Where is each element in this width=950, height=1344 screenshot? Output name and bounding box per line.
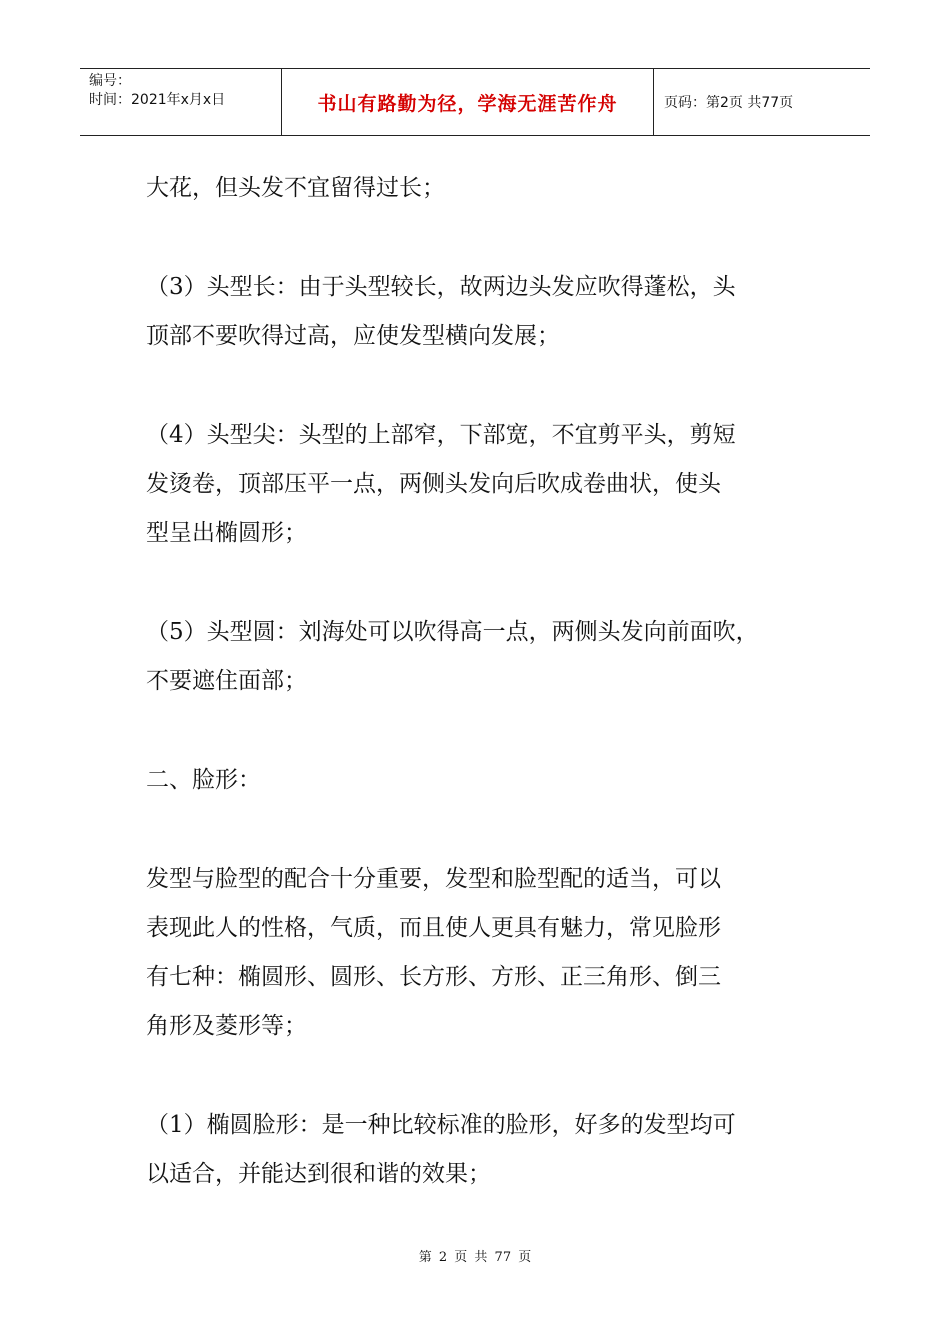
body-paragraph (146, 1101, 816, 1199)
paragraph-line: （5）头型圆：刘海处可以吹得高一点，两侧头发向前面吹， (146, 619, 759, 645)
paragraph-line: 不要遮住面部； (146, 668, 307, 694)
body-paragraph (146, 608, 816, 706)
document-number-label: 编号： (89, 73, 131, 89)
page-footer: 第 2 页 共 77 页 (418, 1250, 532, 1265)
page-header (80, 68, 870, 136)
body-paragraph (146, 855, 816, 1051)
document-body (146, 164, 816, 1199)
paragraph-line: 以适合，并能达到很和谐的效果； (146, 1161, 491, 1187)
paragraph-line: 二、脸形： (146, 767, 261, 793)
body-paragraph (146, 756, 816, 805)
body-paragraph (146, 263, 816, 361)
paragraph-line: 型呈出椭圆形； (146, 520, 307, 546)
paragraph-line: 大花，但头发不宜留得过长； (146, 175, 445, 201)
body-paragraph (146, 164, 816, 213)
header-slogan: 书山有路勤为径，学海无涯苦作舟 (282, 69, 654, 135)
paragraph-line: 表现此人的性格，气质，而且使人更具有魅力，常见脸形 (146, 915, 721, 941)
paragraph-line: 发烫卷，顶部压平一点，两侧头发向后吹成卷曲状，使头 (146, 471, 721, 497)
document-date-label: 时间：2021年x月x日 (89, 92, 226, 108)
paragraph-line: 顶部不要吹得过高，应使发型横向发展； (146, 323, 560, 349)
header-meta (80, 69, 282, 135)
paragraph-line: （4）头型尖：头型的上部窄，下部宽，不宜剪平头，剪短 (146, 422, 736, 448)
paragraph-line: 发型与脸型的配合十分重要，发型和脸型配的适当，可以 (146, 866, 721, 892)
paragraph-line: （3）头型长：由于头型较长，故两边头发应吹得蓬松，头 (146, 274, 736, 300)
paragraph-line: 角形及菱形等； (146, 1013, 307, 1039)
paragraph-line: （1）椭圆脸形：是一种比较标准的脸形，好多的发型均可 (146, 1112, 736, 1138)
paragraph-line: 有七种：椭圆形、圆形、长方形、方形、正三角形、倒三 (146, 964, 721, 990)
header-page-info: 页码：第2页 共77页 (664, 95, 794, 111)
body-paragraph (146, 411, 816, 558)
